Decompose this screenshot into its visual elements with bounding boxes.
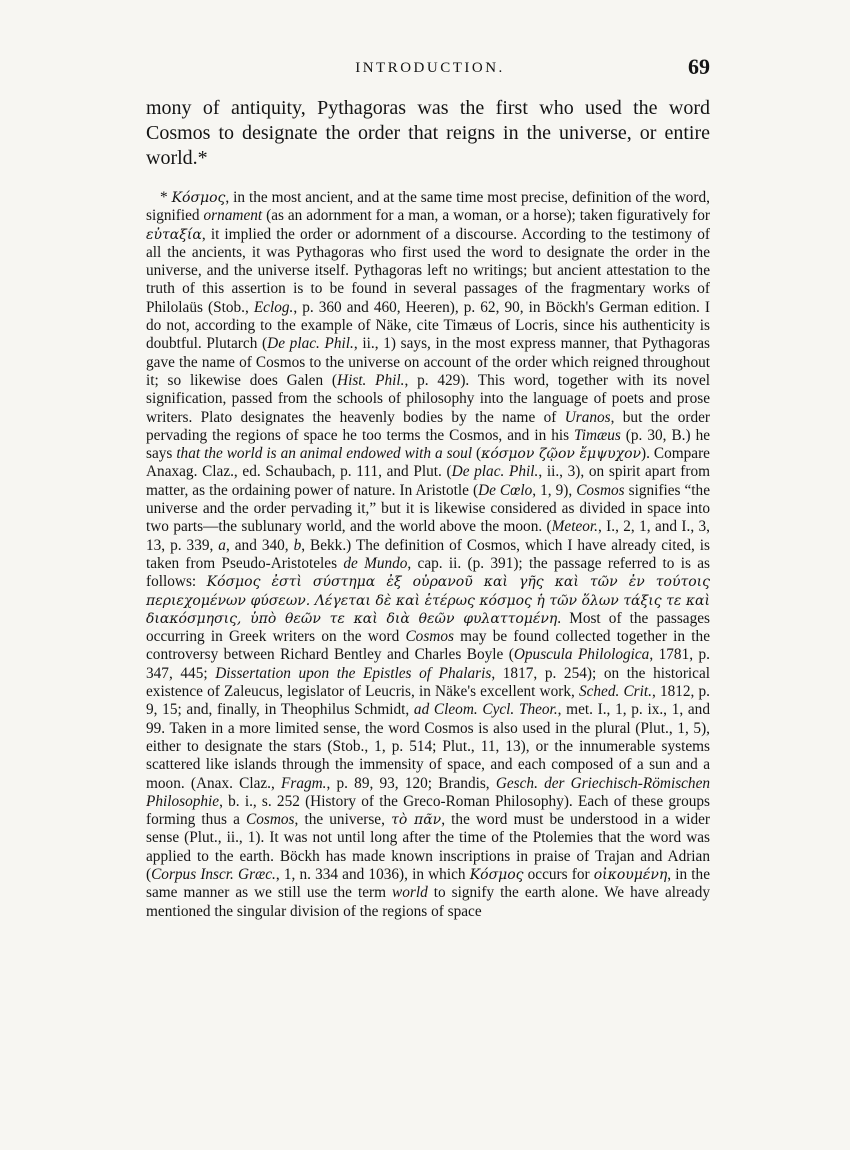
footnote-segment: (p. 30, B.) he says [146,426,711,463]
greek-term: Κόσμος [171,190,226,206]
italic-term: Dissertation upon the Epistles of Phalaris [215,664,492,682]
footnote-segment: , met. I., 1, p. ix., 1, and 99. Taken in a more limited sense, the word Cosmos is also used in the plural (Plut., 1, 5), either to designate the stars (Stob., 1, p. 514; Plut., 11, 13), or the innumerable systems scattered like islands through the immensity of space, and each composed of a sun and a moon. (Anax. Claz., [146,701,710,792]
italic-term: Uranos [564,408,611,426]
footnote-segment: , b. i., s. 252 (History of the Greco-Roman Philosophy). Each of these groups forming thus a [146,792,710,829]
greek-term: οἰκουμένη [593,866,668,883]
italic-term: world [392,884,428,902]
footnote-segment: , I., 2, 1, and I., 3, 13, p. 339, [146,518,711,554]
italic-term: Meteor. [551,518,598,536]
footnote-segment: , the word must be understood in a wider sense (Plut., ii., 1). It was not until long after the time of the Ptolemies that the word was applied to the earth. Böckh has made known inscriptions in praise of Trajan and Adrian ( [146,811,711,883]
footnote-segment: , p. 89, 93, 120; Brandis, [326,774,496,792]
italic-term: Timæus [574,426,621,444]
italic-term: ad Cleom. Cycl. Theor. [413,701,558,719]
italic-term: Hist. Phil. [337,371,405,389]
italic-term: a [218,536,226,554]
footnote-segment: occurs for [523,865,594,883]
footnote-segment: , 1, n. 334 and 1036), in which [275,865,470,883]
footnote-segment: signifies “the universe and the order pervading it,” but it is likewise considered as divided in space into two parts—the sublunary world, and the world above the moon. ( [146,481,710,536]
italic-term: De plac. Phil. [267,335,354,353]
footnote-segment: , in the most ancient, and at the same time most precise, definition of the word, signified [146,189,710,225]
footnote-segment: , 1812, p. 9, 15; and, finally, in Theophilus Schmidt, [146,683,710,719]
footnote-segment: ( [472,445,482,463]
italic-term: that the world is an animal endowed with a soul [176,445,473,463]
italic-term: b [293,536,302,554]
italic-term: Eclog. [253,298,294,316]
footnote-segment: * [160,189,172,206]
italic-term: de Mundo [343,554,408,572]
page-number: 69 [688,54,710,79]
footnote-segment: , ii., 3), on spirit apart from matter, as the ordaining power of nature. In Aristotle ( [146,463,710,499]
italic-term: Gesch. der Griechisch-Römischen Philosophie [146,774,711,810]
footnote-segment: , cap. ii. (p. 391); the passage referred to is as follows: [146,554,710,591]
italic-term: ornament [203,207,263,225]
footnote-segment: , the universe, [294,811,392,829]
footnote-segment: to signify the earth alone. We have already mentioned the singular division of the regions of space [146,884,710,920]
footnote-segment: may be found collected together in the controversy between Richard Bentley and Charles Boyle ( [146,628,710,664]
running-header [150,54,710,88]
footnote-segment: , but the order pervading the regions of space he too terms the Cosmos, and in his [146,408,711,444]
footnote-segment: ). Compare Anaxag. Claz., ed. Schaubach, p. 111, and Plut. ( [146,445,710,481]
italic-term: Cosmos [576,481,625,499]
italic-term: Opuscula Philologica [513,646,650,664]
greek-term: Κόσμος [469,866,524,883]
footnote-segment: . Most of the passages occurring in Greek writers on the word [146,609,710,646]
italic-term: Fragm. [281,774,327,792]
footnote-segment: , Bekk.) The definition of Cosmos, which I have already cited, is taken from Pseudo-Aristoteles [146,536,710,572]
italic-term: Cosmos [246,811,295,829]
greek-term: κόσμον ζῷον ἔμψυχον [481,446,642,463]
footnote-segment: , p. 429). This word, together with its novel signification, passed from the schools of philosophy into the language of poets and prose writers. Plato designates the heavenly bodies by the name of [146,371,711,426]
footnote-segment: , 1781, p. 347, 445; [146,646,710,682]
italic-term: De plac. Phil. [451,463,539,481]
footnote-segment: , it implied the order or adornment of a discourse. According to the testimony of all the ancients, it was Pythagoras who first used the word to designate the order in the universe, and the universe itself. Pythagoras left no writings; but ancient attestation to the truth of this assertion is to be found in several passages of the fragmentary works of Philolaüs (Stob., [146,225,710,316]
footnote-segment: (as an adornment for a man, a woman, or a horse); taken figuratively for [262,207,710,225]
running-title: INTRODUCTION. [355,60,505,76]
italic-term: Cosmos [405,628,454,646]
footnote-segment: , and 340, [225,536,294,554]
footnote-segment: , p. 360 and 460, Heeren), p. 62, 90, in Böckh's German edition. I do not, according to the example of Näke, cite Timæus of Locris, since his authenticity is doubtful. Plutarch ( [146,298,710,353]
greek-term: εὐταξία [146,226,202,243]
footnote-segment: , ii., 1) says, in the most express manner, that Pythagoras gave the name of Cosmos to the universe on account of the order which reigned throughout it; so likewise does Galen ( [146,335,710,389]
greek-term: τὸ πᾶν [391,812,442,829]
footnote-segment: , 1, 9), [532,481,577,499]
italic-term: De Cœlo [478,481,533,499]
greek-quotation: Κόσμος ἐστὶ σύστημα ἐξ οὐρανοῦ καὶ γῆς καὶ τῶν ἐν τούτοις περιεχομένων φύσεων. Λέγεται δὲ καὶ ἑτέρως κόσμος ἡ τῶν ὅλων τάξις τε καὶ διακόσμησις, ὑπὸ θεῶν τε καὶ διὰ θεῶν φυλαττομένη [146,574,710,627]
body-paragraph: mony of antiquity, Pythagoras was the first who used the word Cosmos to designate the order that reigns in the universe, or entire world.* [146,97,710,169]
footnote [146,189,710,921]
italic-term: Sched. Crit. [578,683,652,701]
footnote-segment: , 1817, p. 254); on the historical existence of Zaleucus, legislator of Leucris, in Näke's excellent work, [146,664,711,701]
footnote-segment: , in the same manner as we still use the term [146,865,710,902]
italic-term: Corpus Inscr. Græc. [151,865,276,883]
